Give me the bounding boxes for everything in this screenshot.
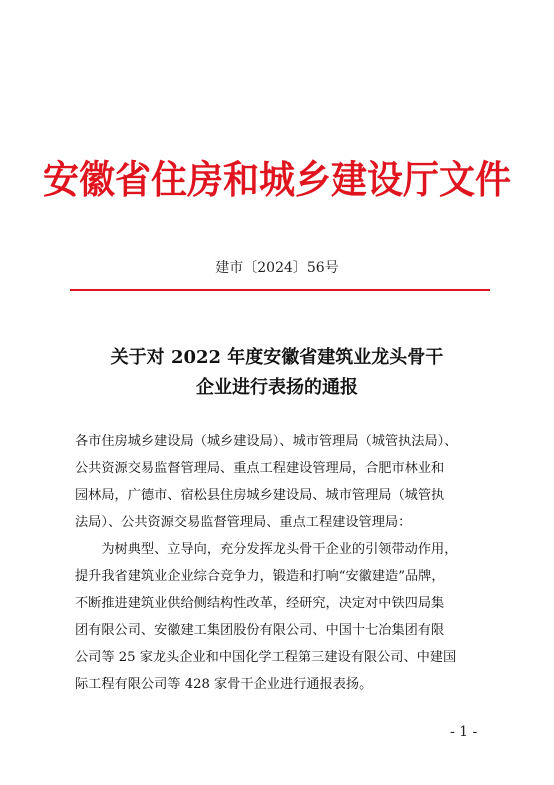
notice-title-line-2: 企业进行表扬的通报	[196, 377, 358, 398]
body-text-line: 为树典型、立导向，充分发挥龙头骨干企业的引领带动作用，	[75, 542, 458, 557]
body-text-line: 不断推进建筑业供给侧结构性改革，经研究，决定对中铁四局集	[75, 596, 445, 611]
body-text-line: 法局）、公共资源交易监督管理局、重点工程建设管理局：	[75, 515, 412, 530]
red-divider-line	[70, 289, 490, 291]
body-text-line: 公司等 25 家龙头企业和中国化学工程第三建设有限公司、中建国	[75, 650, 457, 665]
document-number: 建市〔2024〕56号	[215, 260, 339, 276]
masthead-title: 安徽省住房和城乡建设厅文件	[42, 157, 511, 203]
body-text-line: 提升我省建筑业企业综合竞争力，锻造和打响“安徽建造”品牌，	[75, 569, 445, 584]
notice-title-line-1: 关于对 2022 年度安徽省建筑业龙头骨干	[110, 347, 444, 368]
body-text-line: 际工程有限公司等 428 家骨干企业进行通报表扬。	[75, 677, 373, 692]
page-number: - 1 -	[450, 724, 478, 740]
body-text-line: 园林局，广德市、宿松县住房城乡建设局、城市管理局（城管执	[75, 488, 445, 503]
body-text-line: 公共资源交易监督管理局、重点工程建设管理局，合肥市林业和	[75, 461, 445, 476]
body-text-line: 各市住房城乡建设局（城乡建设局）、城市管理局（城管执法局）、	[75, 434, 458, 449]
body-text-line: 团有限公司、安徽建工集团股份有限公司、中国十七冶集团有限	[75, 623, 445, 638]
